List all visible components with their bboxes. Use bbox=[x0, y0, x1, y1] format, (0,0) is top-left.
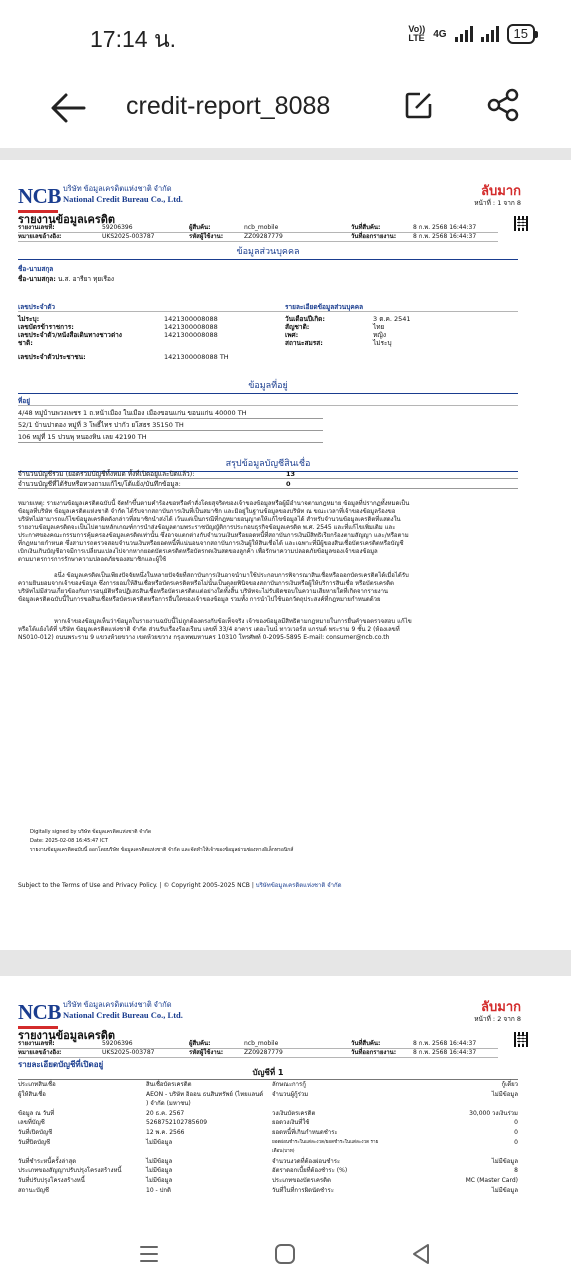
confidential-label: ลับมาก bbox=[481, 1000, 521, 1015]
ncb-logo: NCB bbox=[18, 184, 61, 213]
detail-section-head: รายละเอียดข้อมูลส่วนบุคคล bbox=[285, 303, 364, 311]
signal-icon bbox=[455, 26, 473, 42]
report-header-info: รายงานเลขที่: 59206396 ผู้สืบค้น: ncb_mobile วันที่สืบค้น: 8 ก.พ. 2568 16:44:37 หมายเลขอ้างอิง: UKS2025-003787 รหัสผู้ใช้งาน: ZZ09287779 วันที่ออกรายงาน: 8 ก.พ. 2568 16:44:37 bbox=[18, 224, 498, 242]
footer-link[interactable]: บริษัทข้อมูลเครดิตแห่งชาติ จำกัด bbox=[255, 882, 342, 889]
address-head: ที่อยู่ bbox=[18, 397, 30, 405]
back-arrow-icon[interactable] bbox=[48, 90, 88, 126]
app-bar bbox=[0, 68, 571, 148]
address-row: 4/48 หมู่บ้านพวงเพชร 1 ถ.หน้าเมือง ในเมือง เมืองขอนแก่น ขอนแก่น 40000 TH bbox=[18, 409, 323, 419]
address-row: 106 หมู่ที่ 15 ปวนพุ หนองหิน เลย 42190 TH bbox=[18, 433, 323, 443]
home-icon[interactable] bbox=[268, 1238, 302, 1270]
navigation-bar bbox=[0, 1228, 571, 1280]
dispute-paragraph: หากเจ้าของข้อมูลเห็นว่าข้อมูลในรายงานฉบับนี้ไม่ถูกต้องตรงกับข้อเท็จจริง เจ้าของข้อมูลมีสิทธิตามกฎหมายในการยื่นคำขอตรวจสอบ แก้ไข หรือโต้แย้งได้ที่ บริษัท ข้อมูลเครดิตแห่งชาติ จำกัด ส่วนรับเรื่องร้องเรียน เลขที่ 33/4 อาคาร เดอะไนน์ ทาวเวอร์ส แกรนด์ พระราม 9 ชั้น 2 (ห้องเลขที่ NS010-012) ถนนพระราม 9 แขวงห้วยขวาง เขตห้วยขวาง กรุงเทพมหานคร 10310 โทรศัพท์ 0-2095-5895 E-mail: consumer@ncb.co.th bbox=[18, 618, 412, 641]
recent-apps-icon[interactable] bbox=[132, 1238, 166, 1270]
summary-row: จำนวนบัญชีที่ได้รับหรือทวงถามแก้ไข/โต้แย้ง/บันทึกข้อมูล: 0 bbox=[18, 480, 518, 489]
detail-list: วันเดือนปีเกิด: 3 ต.ค. 2541 สัญชาติ: ไทย เพศ: หญิง สถานะสมรส: ไม่ระบุ bbox=[285, 315, 411, 347]
status-icons bbox=[408, 24, 535, 44]
company-name: บริษัท ข้อมูลเครดิตแห่งชาติ จำกัด National Credit Bureau Co., Ltd. bbox=[63, 1000, 183, 1020]
network-type: 4G bbox=[433, 28, 447, 40]
personal-info-title: ข้อมูลส่วนบุคคล bbox=[18, 244, 518, 260]
back-triangle-icon[interactable] bbox=[404, 1238, 438, 1270]
page-footer: Subject to the Terms of Use and Privacy Policy. | © Copyright 2005-2025 NCB | บริษัทข้อมูลเครดิตแห่งชาติ จำกัด bbox=[18, 882, 342, 889]
share-icon[interactable] bbox=[486, 88, 520, 122]
qr-code-icon bbox=[514, 1032, 529, 1047]
pdf-page-1 bbox=[0, 160, 571, 950]
name-row: ชื่อ-นามสกุล: น.ส. อารียา ทุยเรือง bbox=[18, 275, 115, 283]
page-number: หน้าที่ : 2 จาก 8 bbox=[474, 1015, 521, 1023]
company-name: บริษัท ข้อมูลเครดิตแห่งชาติ จำกัด National Credit Bureau Co., Ltd. bbox=[63, 184, 183, 204]
id-section-head: เลขประจำตัว bbox=[18, 303, 56, 311]
report-header-info: รายงานเลขที่: 59206396 ผู้สืบค้น: ncb_mobile วันที่สืบค้น: 8 ก.พ. 2568 16:44:37 หมายเลขอ้างอิง: UKS2025-003787 รหัสผู้ใช้งาน: ZZ09287779 วันที่ออกรายงาน: 8 ก.พ. 2568 16:44:37 bbox=[18, 1040, 498, 1058]
disclaimer-paragraph-2: อนึ่ง ข้อมูลเครดิตเป็นเพียงปัจจัยหนึ่งในหลายปัจจัยที่สถาบันการเงินอาจนำมาใช้ประกอบการพิจารณาสินเชื่อหรือออกบัตรเครดิตได้เมื่อได้รับ ความยินยอมจากเจ้าของข้อมูล ซึ่งการยอมให้สินเชื่อหรือบัตรเครดิตหรือไม่นั้นเป็นดุลยพินิจของสถาบันการเงินหรือผู้ให้บริการสินเชื่อ หรือบัตรเครดิต บริษัทไม่มีส่วนเกี่ยวข้องกับการอนุมัติหรือปฏิเสธสินเชื่อหรือบัตรเครดิตแต่อย่างใดทั้งสิ้น บริษัทจะไม่รับผิดชอบในความเสียหายใดที่เกิดจากรายงาน ข้อมูลเครดิตฉบับนี้ในการขอสินเชื่อหรือบัตรเครดิตหรือการอื่นใดของเจ้าของข้อมูล รวมทั้ง การนำไปใช้นอกวัตถุประสงค์ที่กฎหมายกำหนดด้วย bbox=[18, 572, 409, 603]
qr-code-icon bbox=[514, 216, 529, 231]
account-title: บัญชีที่ 1 bbox=[18, 1066, 518, 1080]
digital-signature: Digitally signed by บริษัท ข้อมูลเครดิตแห่งชาติ จำกัด Date: 2025-02-08 16:45:47 ICT รายงานข้อมูลเครดิตฉบับนี้ ออกโดยบริษัท ข้อมูลเครดิตแห่งชาติ จำกัด และจัดทำให้เจ้าของข้อมูลผ่านช่องทางอิเล็กทรอนิกส์ bbox=[30, 829, 294, 853]
summary-title: สรุปข้อมูลบัญชีสินเชื่อ bbox=[18, 456, 518, 472]
open-accounts-title: รายละเอียดบัญชีที่เปิดอยู่ bbox=[18, 1060, 104, 1069]
address-info-title: ข้อมูลที่อยู่ bbox=[18, 378, 518, 394]
name-section-head: ชื่อ-นามสกุล bbox=[18, 265, 54, 273]
edit-icon[interactable] bbox=[404, 90, 434, 120]
address-row: 52/1 บ้านปาตอง หมู่ที่ 3 โพธิ์ไทร ปากัว ยโสธร 35150 TH bbox=[18, 421, 323, 431]
status-bar bbox=[0, 0, 571, 68]
id-list: ไม่ระบุ: 1421300008088 เลขบัตรข้าราชการ: 1421300008088 เลขประจำตัว/หนังสือเดินทางชาวต่าง 1421300008088 ชาติ: เลขประจำตัวประชาชน: 1421300008088 TH bbox=[18, 315, 229, 361]
account-details: ประเภทสินเชื่อ สินเชื่อบัตรเครดิต ลักษณะการกู้ กู้เดี่ยว ผู้ให้สินเชื่อ AEON - บริษัท อิออน ธนสินทรัพย์ (ไทยแลนด์ จำนวนผู้กู้ร่วม ไม่มีข้อมูล ) จำกัด (มหาชน) ข้อมูล ณ วันที่ 20 ธ.ค. 2567 วงเงินบัตรเครดิต 30,000 วงเงินร่วม เลขที่บัญชี 5268752102785609 ยอดวงเงินที่ใช้ 0 วันที่เปิดบัญชี 12 พ.ค. 2566 ยอดหนี้ที่เกินกำหนดชำระ 0 วันที่ปิดบัญชี ไม่มีข้อมูล ยอดผ่อนชำระในแต่ละงวด/ยอดชำระในแต่ละงวด รายเดือน(บาท) 0 วันที่ชำระหนี้ครั้งล่าสุด ไม่มีข้อมูล จำนวนงวดที่ต้องผ่อนชำระ ไม่มีข้อมูล ประเภทของสัญญาปรับปรุงโครงสร้างหนี้ ไม่มีข้อมูล อัตราดอกเบี้ยที่ต้องชำระ (%) 8 วันที่ปรับปรุงโครงสร้างหนี้ ไม่มีข้อมูล ประเภทของบัตรเครดิต MC (Master Card) สถานะบัญชี 10 - ปกติ วันที่ในที่การผิดนัดชำระ ไม่มีข้อมูล bbox=[18, 1081, 518, 1194]
signal-2-icon bbox=[481, 26, 499, 42]
confidential-label: ลับมาก bbox=[481, 184, 521, 199]
pdf-viewer[interactable] bbox=[0, 148, 571, 1228]
report-title: รายงานข้อมูลเครดิต bbox=[18, 213, 116, 226]
battery-icon: 15 bbox=[507, 24, 535, 44]
divider bbox=[18, 405, 518, 406]
report-title: รายงานข้อมูลเครดิต bbox=[18, 1029, 116, 1042]
page-number: หน้าที่ : 1 จาก 8 bbox=[474, 199, 521, 207]
document-title: credit-report_8088 bbox=[126, 92, 331, 120]
volte-icon: Vo)) LTE bbox=[408, 24, 426, 43]
divider bbox=[18, 311, 518, 312]
pdf-page-2 bbox=[0, 976, 571, 1228]
summary-row: จำนวนบัญชีรวม (ยอดรวมบัญชีทั้งหมด ทั้งที่เปิดอยู่และปิดแล้ว): 13 bbox=[18, 470, 518, 479]
ncb-logo: NCB bbox=[18, 1000, 61, 1029]
status-time: 17:14 น. bbox=[90, 26, 177, 52]
disclaimer-paragraph: หมายเหตุ: รายงานข้อมูลเครดิตฉบับนี้ จัดทำขึ้นตามคำร้องขอหรือคำสั่งโดยสุจริตของเจ้าของข้อมูลหรือผู้มีอำนาจตามกฎหมาย ข้อมูลที่ปรากฏทั้งหมดเป็น ข้อมูลที่บริษัท ข้อมูลเครดิตแห่งชาติ จำกัด ได้รับจากสถาบันการเงินที่เป็นสมาชิก และมิอยู่ในฐานข้อมูลของบริษัท ณ ขณะเวลาที่เจ้าของข้อมูลร้องขอ บริษัทไม่สามารถแก้ไขข้อมูลเครดิตดังกล่าวที่สมาชิกนำส่งได้ เว้นแต่เป็นกรณีที่กฎหมายอนุญาตให้แก้ไขข้อมูลได้ สำหรับจำนวนข้อมูลเครดิตที่แสดงใน รายงานข้อมูลเครดิตจะเป็นไปตามหลักเกณฑ์การนำส่งข้อมูลตามพระราชบัญญัติการประกอบธุรกิจข้อมูลเครดิต พ.ศ. 2545 และที่แก้ไขเพิ่มเติม และ ประกาศของคณะกรรมการคุ้มครองข้อมูลเครดิตเท่านั้น ซึ่งอาจแตกต่างกับจำนวนเงินหรือยอดหนี้ที่สถาบันการเงินมีสิทธิเรียกร้องตามสัญญา และ/หรือตาม ที่กฎหมายกำหนด ซึ่งสามารถตรวจสอบจำนวนเงินหรือยอดหนี้ที่แน่นอนจากสถาบันการเงินผู้ให้สินเชื่อได้ และเฉพาะที่มีผู้ของสินเชื่อบัตรเครดิตหรือบัญชี เบิกเงินเกินบัญชีอาจมีการเปลี่ยนแปลงไปจากหากยอดบัตรเครดิตหรือบัตรกดเงินสดของลูกค้า เพื่อรักษาความปลอดภัยข้อมูลของเจ้าของข้อมูล ตามมาตรการการรักษาความปลอดภัยของสมาชิกและผู้ใช้ bbox=[18, 500, 410, 563]
